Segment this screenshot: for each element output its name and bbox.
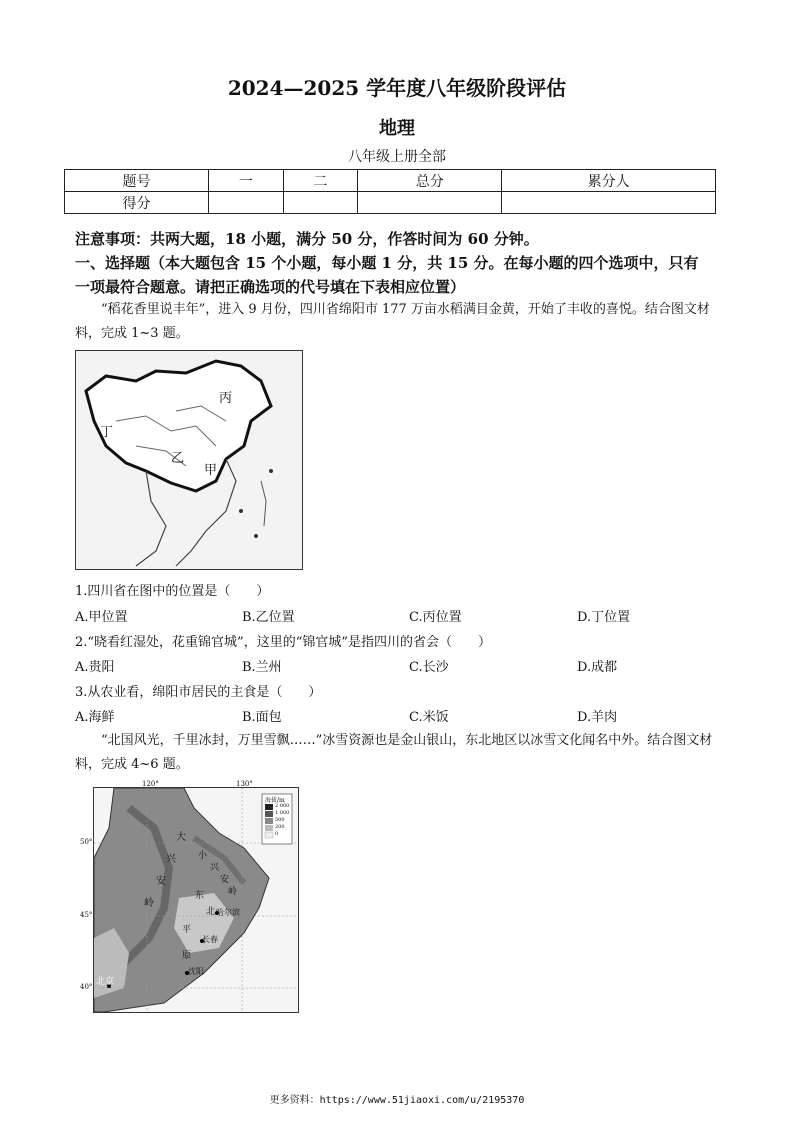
q2-option-b[interactable]: B.兰州	[242, 660, 282, 675]
lat-label-50: 50°	[80, 838, 93, 846]
question-3-stem: 3.从农业看，绵阳市居民的主食是（ ）	[75, 685, 322, 700]
place-label: 东	[195, 891, 205, 901]
legend-item: 0	[275, 831, 279, 837]
score-header-cell: 总分	[358, 170, 502, 192]
exam-title: 2024—2025 学年度八年级阶段评估	[227, 76, 567, 100]
q2-option-a[interactable]: A.贵阳	[75, 660, 115, 675]
q2-option-c[interactable]: C.长沙	[409, 660, 449, 675]
place-label: 原	[182, 951, 192, 961]
q1-option-c[interactable]: C.丙位置	[409, 610, 462, 625]
score-header-cell: 二	[283, 170, 358, 192]
score-cell[interactable]	[283, 192, 358, 214]
question-1-stem: 1.四川省在图中的位置是（ ）	[75, 584, 270, 599]
map-label-jia: 甲	[204, 463, 218, 478]
place-label: 安	[220, 875, 230, 885]
passage-2: “北国风光，千里冰封，万里雪飘……”冰雪资源也是金山银山，东北地区以冰雪文化闻名中外。结合图文材料，完成 4~6 题。	[75, 733, 713, 772]
place-label: 岭	[228, 887, 238, 897]
map-label-yi: 乙	[171, 451, 185, 466]
q3-option-c[interactable]: C.米饭	[409, 710, 449, 725]
q1-option-d[interactable]: D.丁位置	[577, 610, 631, 625]
map-label-bing: 丙	[219, 391, 233, 406]
place-label: 兴	[210, 863, 220, 873]
section1-heading-line2: 一项最符合题意。请把正确选项的代号填在下表相应位置）	[75, 278, 466, 296]
score-cell[interactable]	[502, 192, 716, 214]
legend-item: 2 000	[275, 803, 290, 809]
place-label: 安	[156, 876, 166, 887]
place-label: 北京	[96, 977, 115, 987]
q2-option-d[interactable]: D.成都	[577, 660, 618, 675]
score-header-cell: 题号	[65, 170, 209, 192]
grade-scope: 八年级上册全部	[348, 149, 446, 165]
score-header-cell: 一	[209, 170, 284, 192]
place-label: 沈阳	[188, 967, 204, 976]
lat-label-40: 40°	[80, 983, 93, 991]
q3-option-b[interactable]: B.面包	[242, 710, 282, 725]
section1-heading-line1: 一、选择题（本大题包含 15 个小题，每小题 1 分，共 15 分。在每小题的四个选项中，只有	[75, 254, 699, 272]
place-label: 兴	[166, 854, 176, 865]
score-table	[64, 169, 716, 214]
q1-option-a[interactable]: A.甲位置	[75, 610, 128, 625]
china-region-map	[75, 350, 303, 570]
score-row-label: 得分	[65, 192, 209, 214]
china-region-map-graphic	[76, 351, 302, 569]
northeast-china-map	[80, 780, 299, 1013]
lon-label-130: 130°	[236, 780, 253, 788]
map-label-ding: 丁	[100, 425, 114, 440]
place-label: 北	[206, 907, 216, 917]
score-table-score-row	[65, 192, 716, 214]
place-label: 小	[198, 851, 208, 861]
legend-title: 海拔/m	[265, 797, 285, 804]
exam-notice: 注意事项：共两大题，18 小题，满分 50 分，作答时间为 60 分钟。	[75, 230, 539, 248]
footer-resource-link[interactable]: 更多资料：https://www.51jiaoxi.com/u/2195370	[269, 1095, 525, 1106]
legend-item: 500	[275, 817, 285, 823]
place-label: 岭	[144, 898, 154, 909]
score-table-header-row	[65, 170, 716, 192]
score-header-cell: 累分人	[502, 170, 716, 192]
passage-1: “稻花香里说丰年”，进入 9 月份，四川省绵阳市 177 万亩水稻满目金黄，开始了丰收的喜悦。结合图文材料，完成 1~3 题。	[75, 302, 710, 341]
q3-option-d[interactable]: D.羊肉	[577, 710, 618, 725]
place-label: 平	[182, 925, 192, 935]
legend-item: 200	[275, 824, 285, 830]
lat-label-45: 45°	[80, 911, 93, 919]
place-label: 哈尔滨	[216, 908, 240, 917]
subject-title: 地理	[379, 118, 415, 139]
q1-option-b[interactable]: B.乙位置	[242, 610, 295, 625]
score-cell[interactable]	[358, 192, 502, 214]
question-2-stem: 2.“晓看红湿处，花重锦官城”，这里的“锦官城”是指四川的省会（ ）	[75, 635, 491, 650]
q3-option-a[interactable]: A.海鲜	[75, 710, 115, 725]
legend-item: 1 000	[275, 810, 290, 816]
score-cell[interactable]	[209, 192, 284, 214]
lon-label-120: 120°	[142, 780, 159, 788]
place-label: 大	[176, 832, 186, 843]
place-label: 长春	[202, 935, 218, 944]
